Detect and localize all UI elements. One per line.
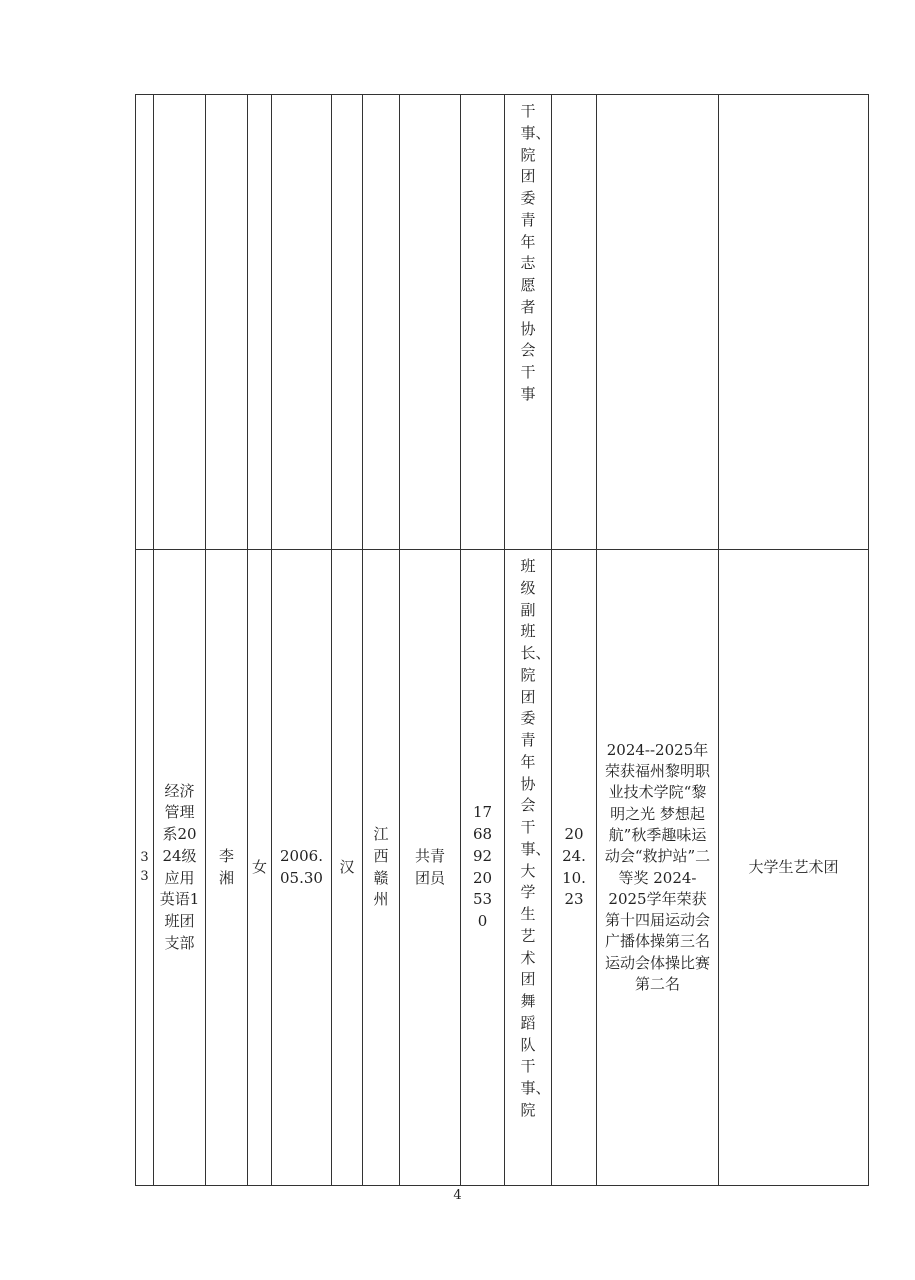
branch-text: 经济管理系2024级应用英语1班团支部: [159, 781, 200, 952]
cell-ethnicity: [332, 550, 363, 1186]
row-index: 33: [140, 849, 149, 884]
cell-phone: [461, 95, 505, 550]
cell-birth-date: [272, 95, 332, 550]
position-text: 班级副班长、院团委青年协会干事、大学生艺术团舞蹈队干事、院: [520, 557, 551, 1119]
join-date: 2024.10.23: [562, 825, 586, 909]
cell-phone: [461, 550, 505, 1186]
table-row: [136, 95, 869, 550]
political-status: 共青团员: [414, 846, 445, 887]
page-number: 4: [453, 1188, 462, 1203]
cell-birth-date: [272, 550, 332, 1186]
cell-gender: [248, 95, 272, 550]
awards-text: 2024--2025年荣获福州黎明职业技术学院“黎明之光 梦想起航”秋季趣味运动会“救护站”二等奖 2024-2025学年荣获第十四届运动会广播体操第三名运动会体操比赛第二名: [604, 740, 711, 993]
member-ethnicity: 汉: [339, 857, 355, 876]
cell-org: [719, 550, 869, 1186]
cell-awards: [597, 95, 719, 550]
member-table: [135, 94, 869, 1186]
cell-origin: [363, 550, 400, 1186]
member-gender: 女: [251, 857, 267, 876]
cell-gender: [248, 550, 272, 1186]
cell-political-status: [400, 550, 461, 1186]
cell-ethnicity: [332, 95, 363, 550]
member-name: 李湘: [219, 846, 235, 887]
cell-index: [136, 550, 154, 1186]
phone-number: 17689220530: [472, 803, 493, 930]
cell-join-date: [552, 95, 597, 550]
cell-position: [505, 550, 552, 1186]
cell-position: [505, 95, 552, 550]
cell-name: [206, 550, 248, 1186]
table-row: [136, 550, 869, 1186]
cell-branch: [154, 95, 206, 550]
cell-org: [719, 95, 869, 550]
cell-index: [136, 95, 154, 550]
cell-branch: [154, 550, 206, 1186]
cell-join-date: [552, 550, 597, 1186]
birth-date: 2006.05.30: [280, 846, 323, 887]
cell-origin: [363, 95, 400, 550]
cell-awards: [597, 550, 719, 1186]
member-origin: 江西赣州: [373, 825, 389, 909]
member-org: 大学生艺术团: [748, 857, 839, 876]
cell-political-status: [400, 95, 461, 550]
position-text: 干事、院团委青年志愿者协会干事: [520, 102, 551, 403]
cell-name: [206, 95, 248, 550]
